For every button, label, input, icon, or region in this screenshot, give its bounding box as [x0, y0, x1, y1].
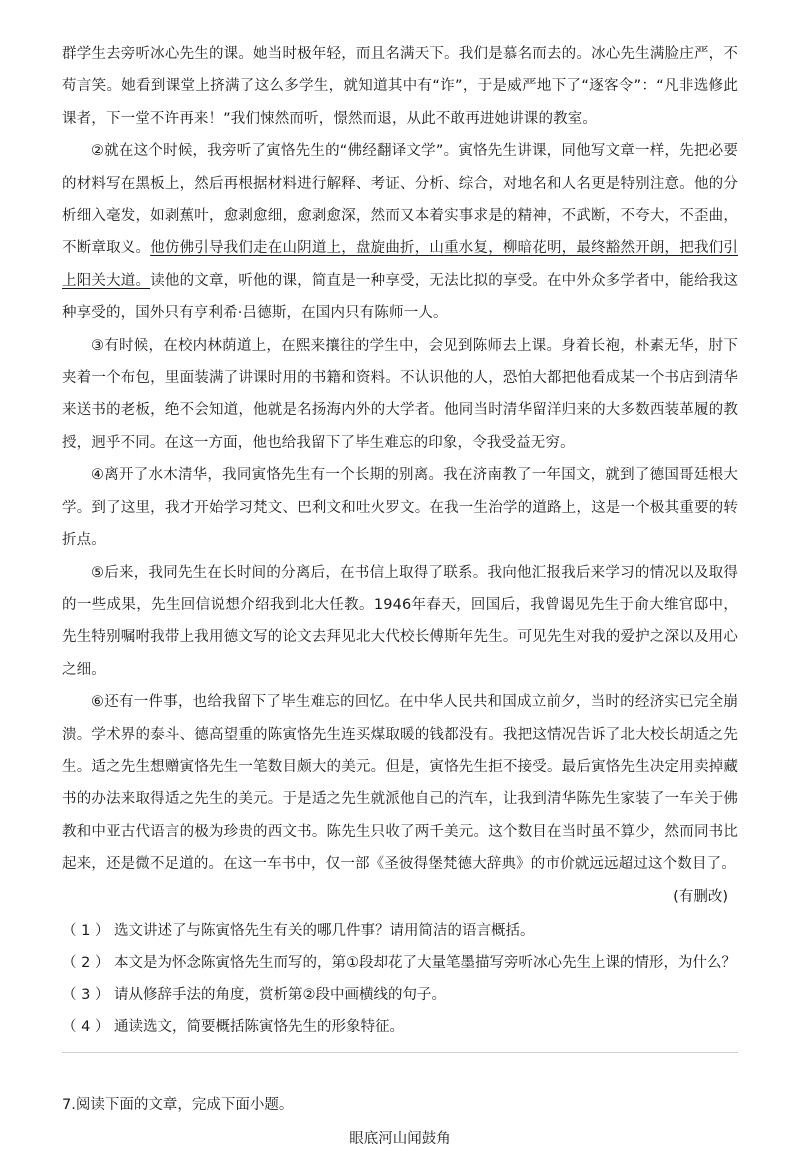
question-item: （ 4 ） 通读选文，简要概括陈寅恪先生的形象特征。	[62, 1018, 405, 1035]
paragraph-6: ⑥还有一件事，也给我留下了毕生难忘的回忆。在中华人民共和国成立前夕，当时的经济实已完全崩溃。学术界的泰斗、德高望重的陈寅恪先生连买煤取暖的钱都没有。我把这情况告诉了北大校长胡适之先生。适之先生想赠寅恪先生一笔数目颇大的美元。但是，寅恪先生拒不接受。最后寅恪先生决定用卖掉藏书的办法来取得适之先生的美元。于是适之先生就派他自己的汽车，让我到清华陈先生家装了一车关于佛教和中亚古代语言的极为珍贵的西文书。陈先生只收了两千美元。这个数目在当时虽不算少，然而同书比起来，还是微不足道的。在这一车书中，仅一部《圣彼得堡梵德大辞典》的市价就远远超过这个数目了。	[62, 694, 738, 873]
section-divider	[62, 1052, 738, 1053]
paragraph-3: ③有时候，在校内林荫道上，在熙来攘往的学生中，会见到陈师去上课。身着长袍，朴素无华，肘下夹着一个布包，里面装满了讲课时用的书籍和资料。不认识他的人，恐怕大都把他看成某一个书店到清华来送书的老板，绝不会知道，他就是名扬海内外的大学者。他同当时清华留洋归来的大多数西装革履的教授，迥乎不同。在这一方面，他也给我留下了毕生难忘的印象，令我受益无穷。	[62, 337, 738, 451]
paragraph-2	[62, 135, 738, 329]
question-item: （ 2 ） 本文是为怀念陈寅恪先生而写的，第①段却花了大量笔墨描写旁听冰心先生上课的情形，为什么？	[62, 954, 737, 971]
paragraph-1-continuation: 群学生去旁听冰心先生的课。她当时极年轻，而且名满天下。我们是慕名而去的。冰心先生满脸庄严，不苟言笑。她看到课堂上挤满了这么多学生，就知道其中有“诈”，于是威严地下了“逐客令”：“凡非选修此课者，下一堂不许再来！”我们悚然而听，憬然而退，从此不敢再进她讲课的教室。	[62, 46, 738, 127]
underlined-sentence: 他仿佛引导我们走在山阴道上，盘旋曲折，山重水复，柳暗花明，最终豁然开朗，把我们引上阳关大道。	[62, 240, 738, 289]
question-item: （ 1 ） 选文讲述了与陈寅恪先生有关的哪几件事？请用简洁的语言概括。	[62, 922, 535, 939]
question-item: （ 3 ） 请从修辞手法的角度，赏析第②段中画横线的句子。	[62, 986, 447, 1003]
source-note: (有删改)	[673, 888, 728, 905]
paragraph-4: ④离开了水木清华，我同寅恪先生有一个长期的别离。我在济南教了一年国文，就到了德国哥廷根大学。到了这里，我才开始学习梵文、巴利文和吐火罗文。在我一生治学的道路上，这是一个极其重要的转折点。	[62, 467, 738, 549]
paragraph-5: ⑤后来，我同先生在长时间的分离后，在书信上取得了联系。我向他汇报我后来学习的情况以及取得的一些成果，先生回信说想介绍我到北大任教。1946年春天，回国后，我曾谒见先生于俞大维官邸中，先生特别嘱咐我带上我用德文写的论文去拜见北大代校长傅斯年先生。可见先生对我的爱护之深以及用心之细。	[62, 564, 738, 678]
paragraph-2-text-before: ②就在这个时候，我旁听了寅恪先生的“佛经翻译文学”。寅恪先生讲课，同他写文章一样，先把必要的材料写在黑板上，然后再根据材料进行解释、考证、分析、综合，对地名和人名更是特别注意。他的分析细入毫发，如剥蕉叶，愈剥愈细，愈剥愈深，然而又本着实事求是的精神，不武断，不夸大，不歪曲，不断章取义。	[62, 143, 738, 257]
next-article-title: 眼底河山闻鼓角	[349, 1130, 451, 1147]
article-content	[62, 38, 738, 1151]
question-list	[62, 915, 738, 1043]
next-task-instruction: 7.阅读下面的文章，完成下面小题。	[62, 1096, 294, 1113]
paragraph-2-text-after: 读他的文章，听他的课，简直是一种享受，无法比拟的享受。在中外众多学者中，能给我这种享受的，国外只有亨利希·吕德斯，在国内只有陈师一人。	[62, 272, 738, 322]
